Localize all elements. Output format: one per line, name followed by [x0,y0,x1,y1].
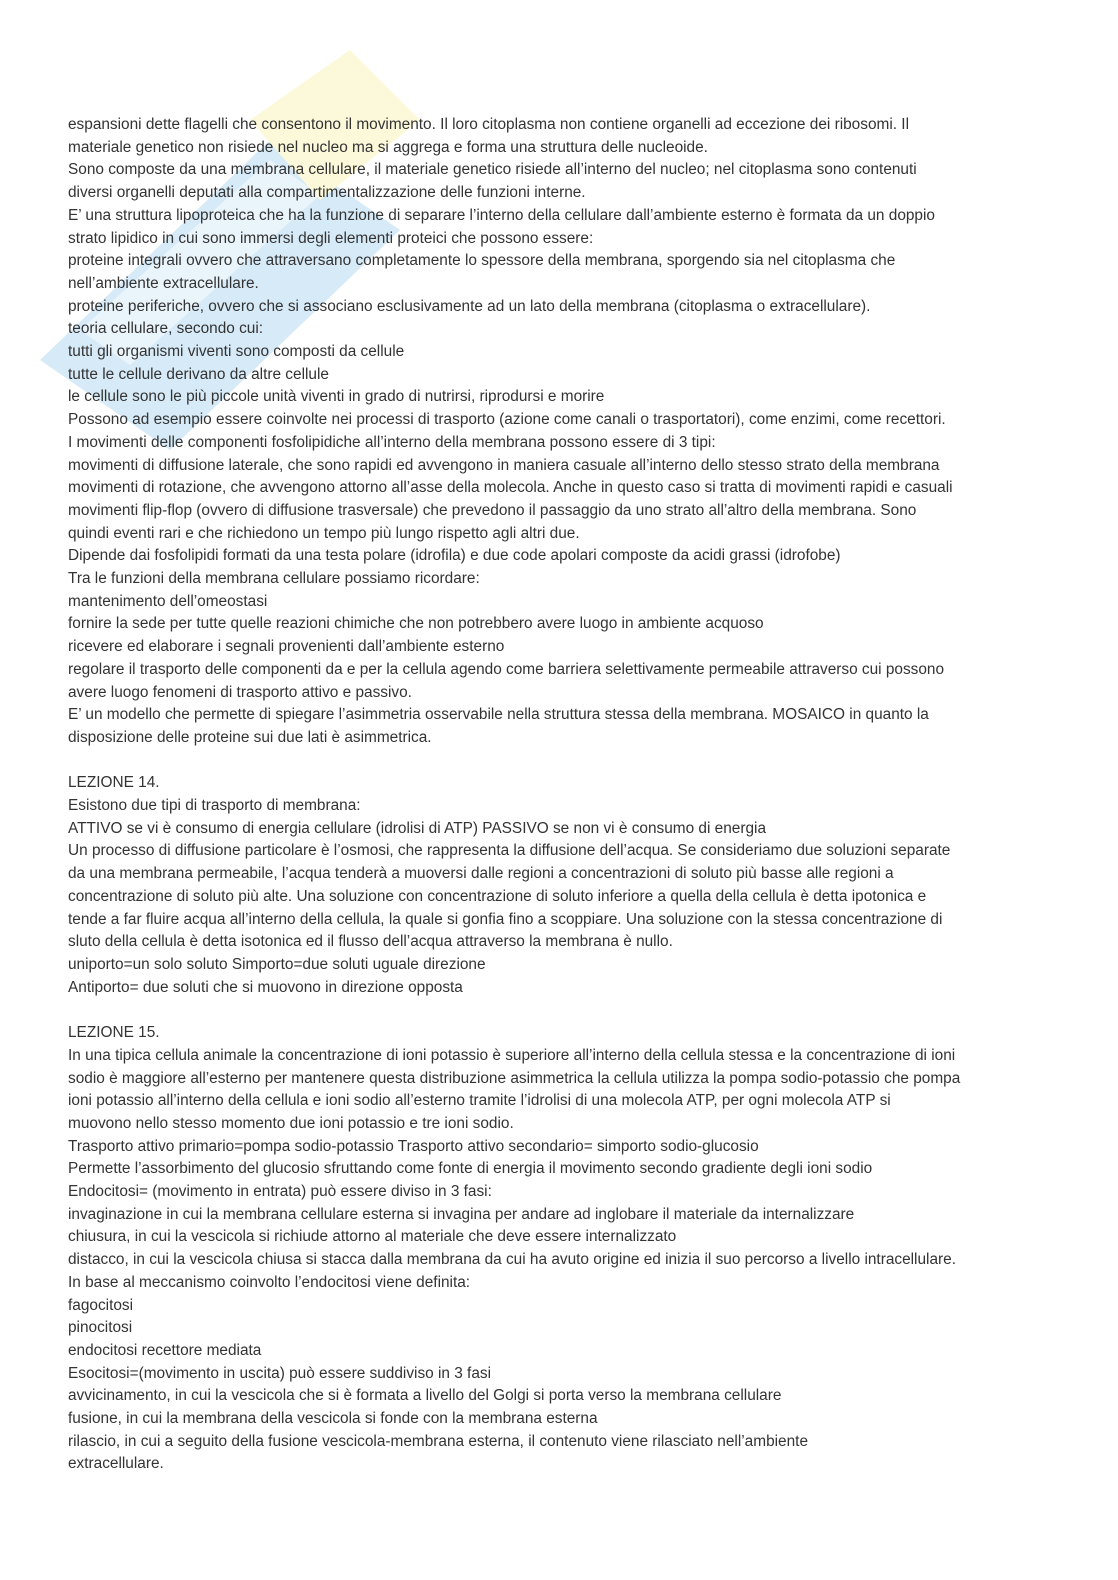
text-line: strato lipidico in cui sono immersi degli elementi proteici che possono essere: [68,229,594,247]
text-line: ioni potassio all’interno della cellula e ioni sodio all’esterno tramite l’idrolisi di una molecola ATP, per ogni molecola ATP si [68,1092,891,1110]
text-line: nell’ambiente extracellulare. [68,274,259,292]
text-line: movimenti di rotazione, che avvengono attorno all’asse della molecola. Anche in questo caso si tratta di movimenti rapidi e casuali [68,479,953,497]
text-line: diversi organelli deputati alla compartimentalizzazione delle funzioni interne. [68,184,586,202]
text-line: Esistono due tipi di trasporto di membrana: [68,797,361,815]
text-line: da una membrana permeabile, l’acqua tenderà a muoversi dalle regioni a concentrazioni di soluto più basse alle regioni a [68,865,894,883]
text-line: Esocitosi=(movimento in uscita) può essere suddiviso in 3 fasi [68,1364,492,1382]
paragraph-gap [68,750,1098,773]
text-line: sluto della cellula è detta isotonica ed il flusso dell’acqua attraverso la membrana è nullo. [68,933,673,951]
text-line: In una tipica cellula animale la concentrazione di ioni potassio è superiore all’interno della cellula stessa e la concentrazione di ioni [68,1046,956,1064]
text-line: tutti gli organismi viventi sono composti da cellule [68,343,405,361]
text-line: espansioni dette flagelli che consentono il movimento. Il loro citoplasma non contiene organelli ad eccezione dei ribosomi. Il [68,116,909,133]
text-line: ricevere ed elaborare i segnali provenienti dall’ambiente esterno [68,638,505,656]
text-line: avvicinamento, in cui la vescicola che si è formata a livello del Golgi si porta verso la membrana cellulare [68,1387,782,1405]
text-line: tutte le cellule derivano da altre cellule [68,365,329,383]
text-line: Endocitosi= (movimento in entrata) può essere diviso in 3 fasi: [68,1183,492,1201]
text-line: proteine periferiche, ovvero che si associano esclusivamente ad un lato della membrana (citoplasma o extracellulare). [68,297,871,315]
text-line: Tra le funzioni della membrana cellulare possiamo ricordare: [68,570,480,588]
text-line: regolare il trasporto delle componenti da e per la cellula agendo come barriera selettivamente permeabile attraverso cui possono [68,660,945,678]
text-line: Possono ad esempio essere coinvolte nei processi di trasporto (azione come canali o trasportatori), come enzimi, come recettori. [68,411,946,429]
text-line: E’ un modello che permette di spiegare l’asimmetria osservabile nella struttura stessa della membrana. MOSAICO in quanto la [68,706,929,724]
text-line: In base al meccanismo coinvolto l’endocitosi viene definita: [68,1273,471,1291]
text-line: sodio è maggiore all’esterno per mantenere questa distribuzione asimmetrica la cellula utilizza la pompa sodio-potassio che pompa [68,1069,961,1087]
text-line: fusione, in cui la membrana della vescicola si fonde con la membrana esterna [68,1410,598,1428]
text-line: avere luogo fenomeni di trasporto attivo e passivo. [68,683,412,701]
section-heading: LEZIONE 15. [68,1024,160,1042]
text-line: disposizione delle proteine sui due lati è asimmetrica. [68,728,432,746]
text-line: fornire la sede per tutte quelle reazioni chimiche che non potrebbero avere luogo in ambiente acquoso [68,615,764,633]
text-line: uniporto=un solo soluto Simporto=due soluti uguale direzione [68,956,486,973]
text-line: quindi eventi rari e che richiedono un tempo più lungo rispetto agli altri due. [68,524,580,542]
text-line: E’ una struttura lipoproteica che ha la funzione di separare l’interno della cellulare dall’ambiente esterno è formata da un doppio [68,206,935,224]
text-line: le cellule sono le più piccole unità viventi in grado di nutrirsi, riprodursi e morire [68,388,605,406]
text-line: movimenti flip-flop (ovvero di diffusione trasversale) che prevedono il passaggio da uno strato all’altro della membrana. Sono [68,501,917,519]
text-line: Permette l’assorbimento del glucosio sfruttando come fonte di energia il movimento secondo gradiente degli ioni sodio [68,1160,873,1178]
text-line: proteine integrali ovvero che attraversano completamente lo spessore della membrana, sporgendo sia nel citoplasma che [68,252,896,270]
text-line: mantenimento dell’omeostasi [68,592,268,610]
section-heading: LEZIONE 14. [68,774,160,792]
text-line: Trasporto attivo primario=pompa sodio-potassio Trasporto attivo secondario= simporto sodio-glucosio [68,1137,759,1155]
text-line: endocitosi recettore mediata [68,1341,262,1359]
text-line: teoria cellulare, secondo cui: [68,320,264,338]
text-line: muovono nello stesso momento due ioni potassio e tre ioni sodio. [68,1114,514,1132]
text-line: materiale genetico non risiede nel nucleo ma si aggrega e forma una struttura delle nucleoide. [68,138,708,156]
text-line: ATTIVO se vi è consumo di energia cellulare (idrolisi di ATP) PASSIVO se non vi è consumo di energia [68,819,767,837]
text-line: invaginazione in cui la membrana cellulare esterna si invagina per andare ad inglobare il materiale da internalizzare [68,1205,855,1223]
text-line: distacco, in cui la vescicola chiusa si stacca dalla membrana da cui ha avuto origine ed inizia il suo percorso a livello intracellulare. [68,1251,956,1269]
text-line: Dipende dai fosfolipidi formati da una testa polare (idrofila) e due code apolari composte da acidi grassi (idrofobe) [68,547,841,565]
text-line: movimenti di diffusione laterale, che sono rapidi ed avvengono in maniera casuale all’interno dello stesso strato della membrana [68,456,940,474]
text-line: I movimenti delle componenti fosfolipidiche all’interno della membrana possono essere di 3 tipi: [68,433,716,451]
text-line: Un processo di diffusione particolare è l’osmosi, che rappresenta la diffusione dell’acqua. Se consideriamo due soluzioni separate [68,842,951,860]
text-line: rilascio, in cui a seguito della fusione vescicola-membrana esterna, il contenuto viene rilasciato nell’ambiente [68,1432,808,1450]
text-line: fagocitosi [68,1296,134,1314]
text-line: pinocitosi [68,1319,133,1337]
text-line: Antiporto= due soluti che si muovono in direzione opposta [68,978,463,996]
text-line: concentrazione di soluto più alte. Una soluzione con concentrazione di soluto inferiore a quella della cellula è detta ipotonica e [68,887,927,905]
text-line: extracellulare. [68,1455,164,1473]
text-line: chiusura, in cui la vescicola si richiude attorno al materiale che deve essere internalizzato [68,1228,677,1246]
text-line: Sono composte da una membrana cellulare, il materiale genetico risiede all’interno del nucleo; nel citoplasma sono contenuti [68,161,917,179]
paragraph-gap [68,999,1098,1022]
document-body [68,114,1098,1476]
text-line: tende a far fluire acqua all’interno della cellula, la quale si gonfia fino a scoppiare. Una soluzione con la stessa concentrazione di [68,910,943,928]
